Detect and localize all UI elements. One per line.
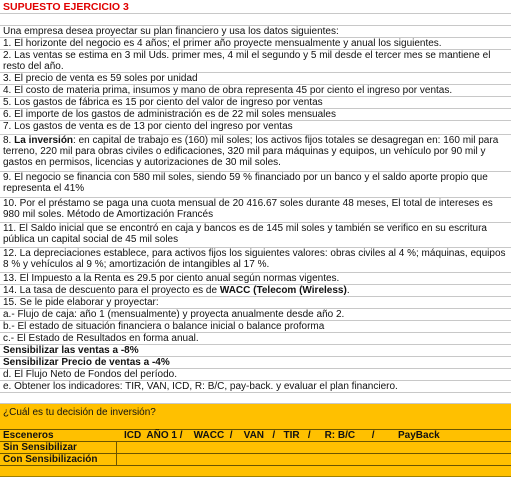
line-10: 10. Por el préstamo se paga una cuota mensual de 20 416.67 soles durante 48 meses, El total de intereses es 980 mil soles. Método de Amortización Francés <box>0 198 511 223</box>
cell-divider <box>116 454 117 465</box>
line-13: 13. El Impuesto a la Renta es 29.5 por ciento anual según normas vigentes. <box>0 273 511 285</box>
wacc-bold: WACC (Telecom (Wireless) <box>219 285 347 296</box>
line-5: 5. Los gastos de fábrica es 15 por ciento del valor de ingreso por ventas <box>0 97 511 109</box>
line-2: 2. Las ventas se estima en 3 mil Uds. primer mes, 4 mil el segundo y 5 mil desde el tercer mes se mantiene el resto del año. <box>0 50 511 73</box>
line-d: d. El Flujo Neto de Fondos del período. <box>0 369 511 381</box>
line-e: e. Obtener los indicadores: TIR, VAN, ICD, R: B/C, pay-back. y evaluar el plan financiero. <box>0 381 511 393</box>
table-header-row <box>0 429 511 441</box>
inversion-rest: : en capital de trabajo es (160) mil soles; los activos fijos totales se desagregan en: 160 mil para terreno, 220 mil para obras civiles o edificaciones, 320 mil para máquinas y equipos, un vehículo por 90 mil y gastos en permisos, licencias y autorizaciones de 30 mil soles. <box>3 135 499 168</box>
table-row-sin <box>0 441 511 453</box>
line-a: a.- Flujo de caja: año 1 (mensualmente) y proyecta anualmente desde año 2. <box>0 309 511 321</box>
header-escenarios: Esceneros <box>3 430 54 441</box>
line-15: 15. Se le pide elaborar y proyectar: <box>0 297 511 309</box>
line-7: 7. Los gastos de venta es de 13 por ciento del ingreso por ventas <box>0 121 511 135</box>
line-8-inversion <box>0 135 511 172</box>
line-1: 1. El horizonte del negocio es 4 años; el primer año proyecte mensualmente y anual los siguientes. <box>0 38 511 50</box>
inversion-bold: La inversión <box>14 135 74 146</box>
line-b: b.- El estado de situación financiera o balance inicial o balance proforma <box>0 321 511 333</box>
line-4: 4. El costo de materia prima, insumos y mano de obra representa 45 por ciento el ingreso por ventas. <box>0 85 511 97</box>
blank-row <box>0 393 511 404</box>
line-c: c.- El Estado de Resultados en forma anual. <box>0 333 511 345</box>
decision-question: ¿Cuál es tu decisión de inversión? <box>3 407 156 418</box>
exercise-title: SUPUESTO EJERCICIO 3 <box>0 2 511 14</box>
header-metrics: ICD AÑO 1 / WACC / VAN / TIR / R: B/C / <box>124 430 375 441</box>
row-label-sin: Sin Sensibilizar <box>3 442 77 453</box>
line-intro: Una empresa desea proyectar su plan financiero y usa los datos siguientes: <box>0 26 511 38</box>
header-payback: PayBack <box>398 430 440 441</box>
line-3: 3. El precio de venta es 59 soles por unidad <box>0 73 511 85</box>
line-9: 9. El negocio se financia con 580 mil soles, siendo 59 % financiado por un banco y el saldo aporte propio que representa el 41% <box>0 172 511 198</box>
cell-divider <box>116 442 117 453</box>
wacc-text: 14. La tasa de descuento para el proyecto es de <box>3 285 220 296</box>
line-sensibilizar-ventas: Sensibilizar las ventas a -8% <box>0 345 511 357</box>
table-row-con <box>0 453 511 466</box>
blank-row <box>0 14 511 26</box>
line-14-wacc <box>0 285 511 297</box>
wacc-end: . <box>346 285 350 296</box>
line-11: 11. El Saldo inicial que se encontró en caja y bancos es de 145 mil soles y también se verifico en su escritura pública un capital social de 45 mil soles <box>0 223 511 248</box>
line-12: 12. La depreciaciones establece, para activos fijos los siguientes valores: obras civiles al 4 %; máquinas, equipos 8 % y vehículos al 9 %; amortización de intangibles al 17 %. <box>0 248 511 273</box>
inversion-prefix: 8. <box>3 135 15 146</box>
line-6: 6. El importe de los gastos de administración es de 22 mil soles mensuales <box>0 109 511 121</box>
row-label-con: Con Sensibilización <box>3 454 98 465</box>
line-sensibilizar-precio: Sensibilizar Precio de ventas a -4% <box>0 357 511 369</box>
